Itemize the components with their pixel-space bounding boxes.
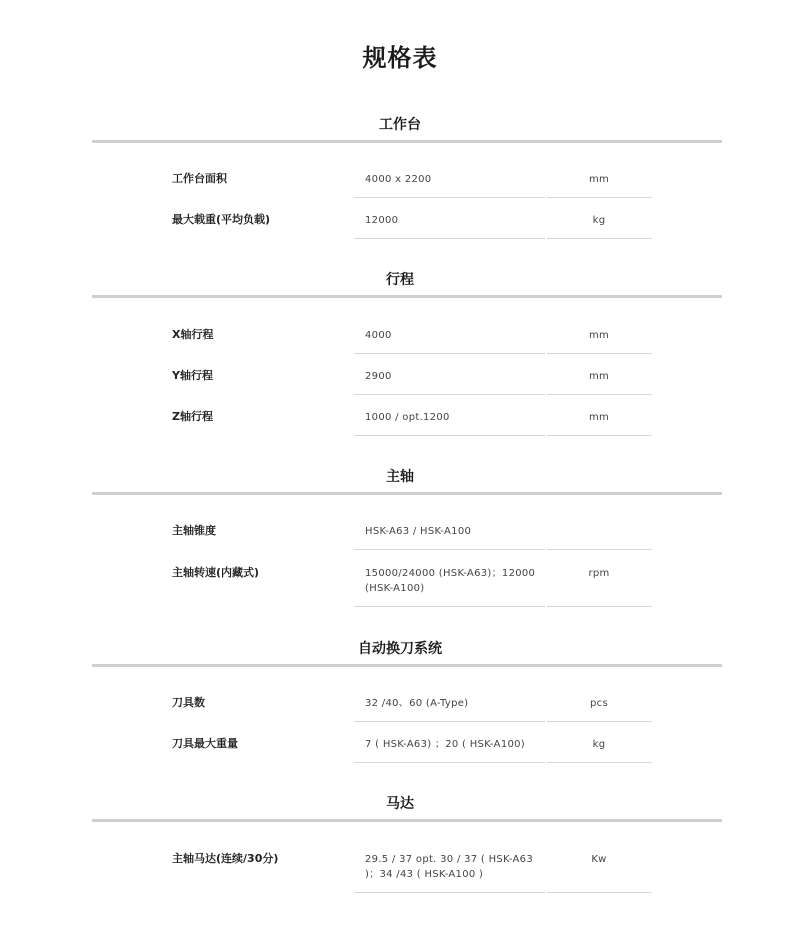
spec-label: 刀具最大重量 (172, 737, 238, 750)
row-divider (354, 394, 545, 395)
row-divider (354, 721, 545, 722)
section-motor (0, 793, 800, 815)
spec-value: 4000 (365, 330, 392, 341)
row-divider (547, 238, 652, 239)
spec-unit: mm (588, 371, 610, 382)
spec-value: 32 /40、60 (A-Type) (365, 698, 469, 709)
section-divider (92, 140, 722, 143)
row-divider (354, 435, 545, 436)
spec-value: 15000/24000 (HSK-A63)；12000 (HSK-A100) (365, 568, 536, 594)
row-divider (547, 721, 652, 722)
spec-unit: kg (592, 215, 606, 226)
row-divider (354, 238, 545, 239)
section-title: 主轴 (386, 469, 414, 485)
section-atc (0, 638, 800, 660)
row-divider (354, 892, 545, 893)
spec-unit: Kw (591, 854, 607, 865)
row-divider (547, 197, 652, 198)
row-divider (354, 197, 545, 198)
row-divider (547, 549, 652, 550)
spec-value: 7 ( HSK-A63) ；20 ( HSK-A100) (365, 739, 526, 750)
spec-label: Y轴行程 (172, 369, 213, 382)
spec-value: 2900 (365, 371, 392, 382)
section-title: 马达 (386, 796, 414, 812)
row-divider (547, 762, 652, 763)
row-divider (547, 606, 652, 607)
spec-value: 12000 (365, 215, 399, 226)
section-divider (92, 492, 722, 495)
page-title: 规格表 (362, 44, 438, 72)
section-travel (0, 269, 800, 291)
spec-label: 主轴马达(连续/30分) (172, 852, 279, 865)
spec-label: 刀具数 (172, 696, 205, 709)
row-divider (354, 353, 545, 354)
spec-value: 1000 / opt.1200 (365, 412, 450, 423)
section-spindle (0, 466, 800, 488)
row-divider (354, 549, 545, 550)
spec-unit: mm (588, 330, 610, 341)
spec-label: Z轴行程 (172, 410, 213, 423)
section-divider (92, 819, 722, 822)
row-divider (354, 762, 545, 763)
spec-unit: pcs (590, 698, 608, 709)
section-divider (92, 664, 722, 667)
spec-unit: kg (592, 739, 606, 750)
spec-value: HSK-A63 / HSK-A100 (365, 526, 472, 537)
spec-unit: mm (588, 174, 610, 185)
row-divider (547, 435, 652, 436)
row-divider (547, 394, 652, 395)
spec-value: 4000 x 2200 (365, 174, 432, 185)
spec-value: 29.5 / 37 opt. 30 / 37 ( HSK-A63 )；34 /43 ( HSK-A100 ) (365, 854, 534, 880)
spec-label: 主轴锥度 (172, 524, 216, 537)
spec-label: 最大载重(平均负载) (172, 213, 271, 226)
row-divider (354, 606, 545, 607)
spec-label: 主轴转速(内藏式) (172, 566, 260, 579)
spec-label: X轴行程 (172, 328, 214, 341)
spec-unit: rpm (588, 568, 610, 579)
row-divider (547, 353, 652, 354)
section-title: 行程 (386, 272, 414, 288)
spec-label: 工作台面积 (172, 172, 227, 185)
section-worktable (0, 114, 800, 136)
section-divider (92, 295, 722, 298)
section-title: 工作台 (379, 117, 421, 133)
row-divider (547, 892, 652, 893)
section-title: 自动换刀系统 (358, 641, 442, 657)
spec-unit: mm (588, 412, 610, 423)
